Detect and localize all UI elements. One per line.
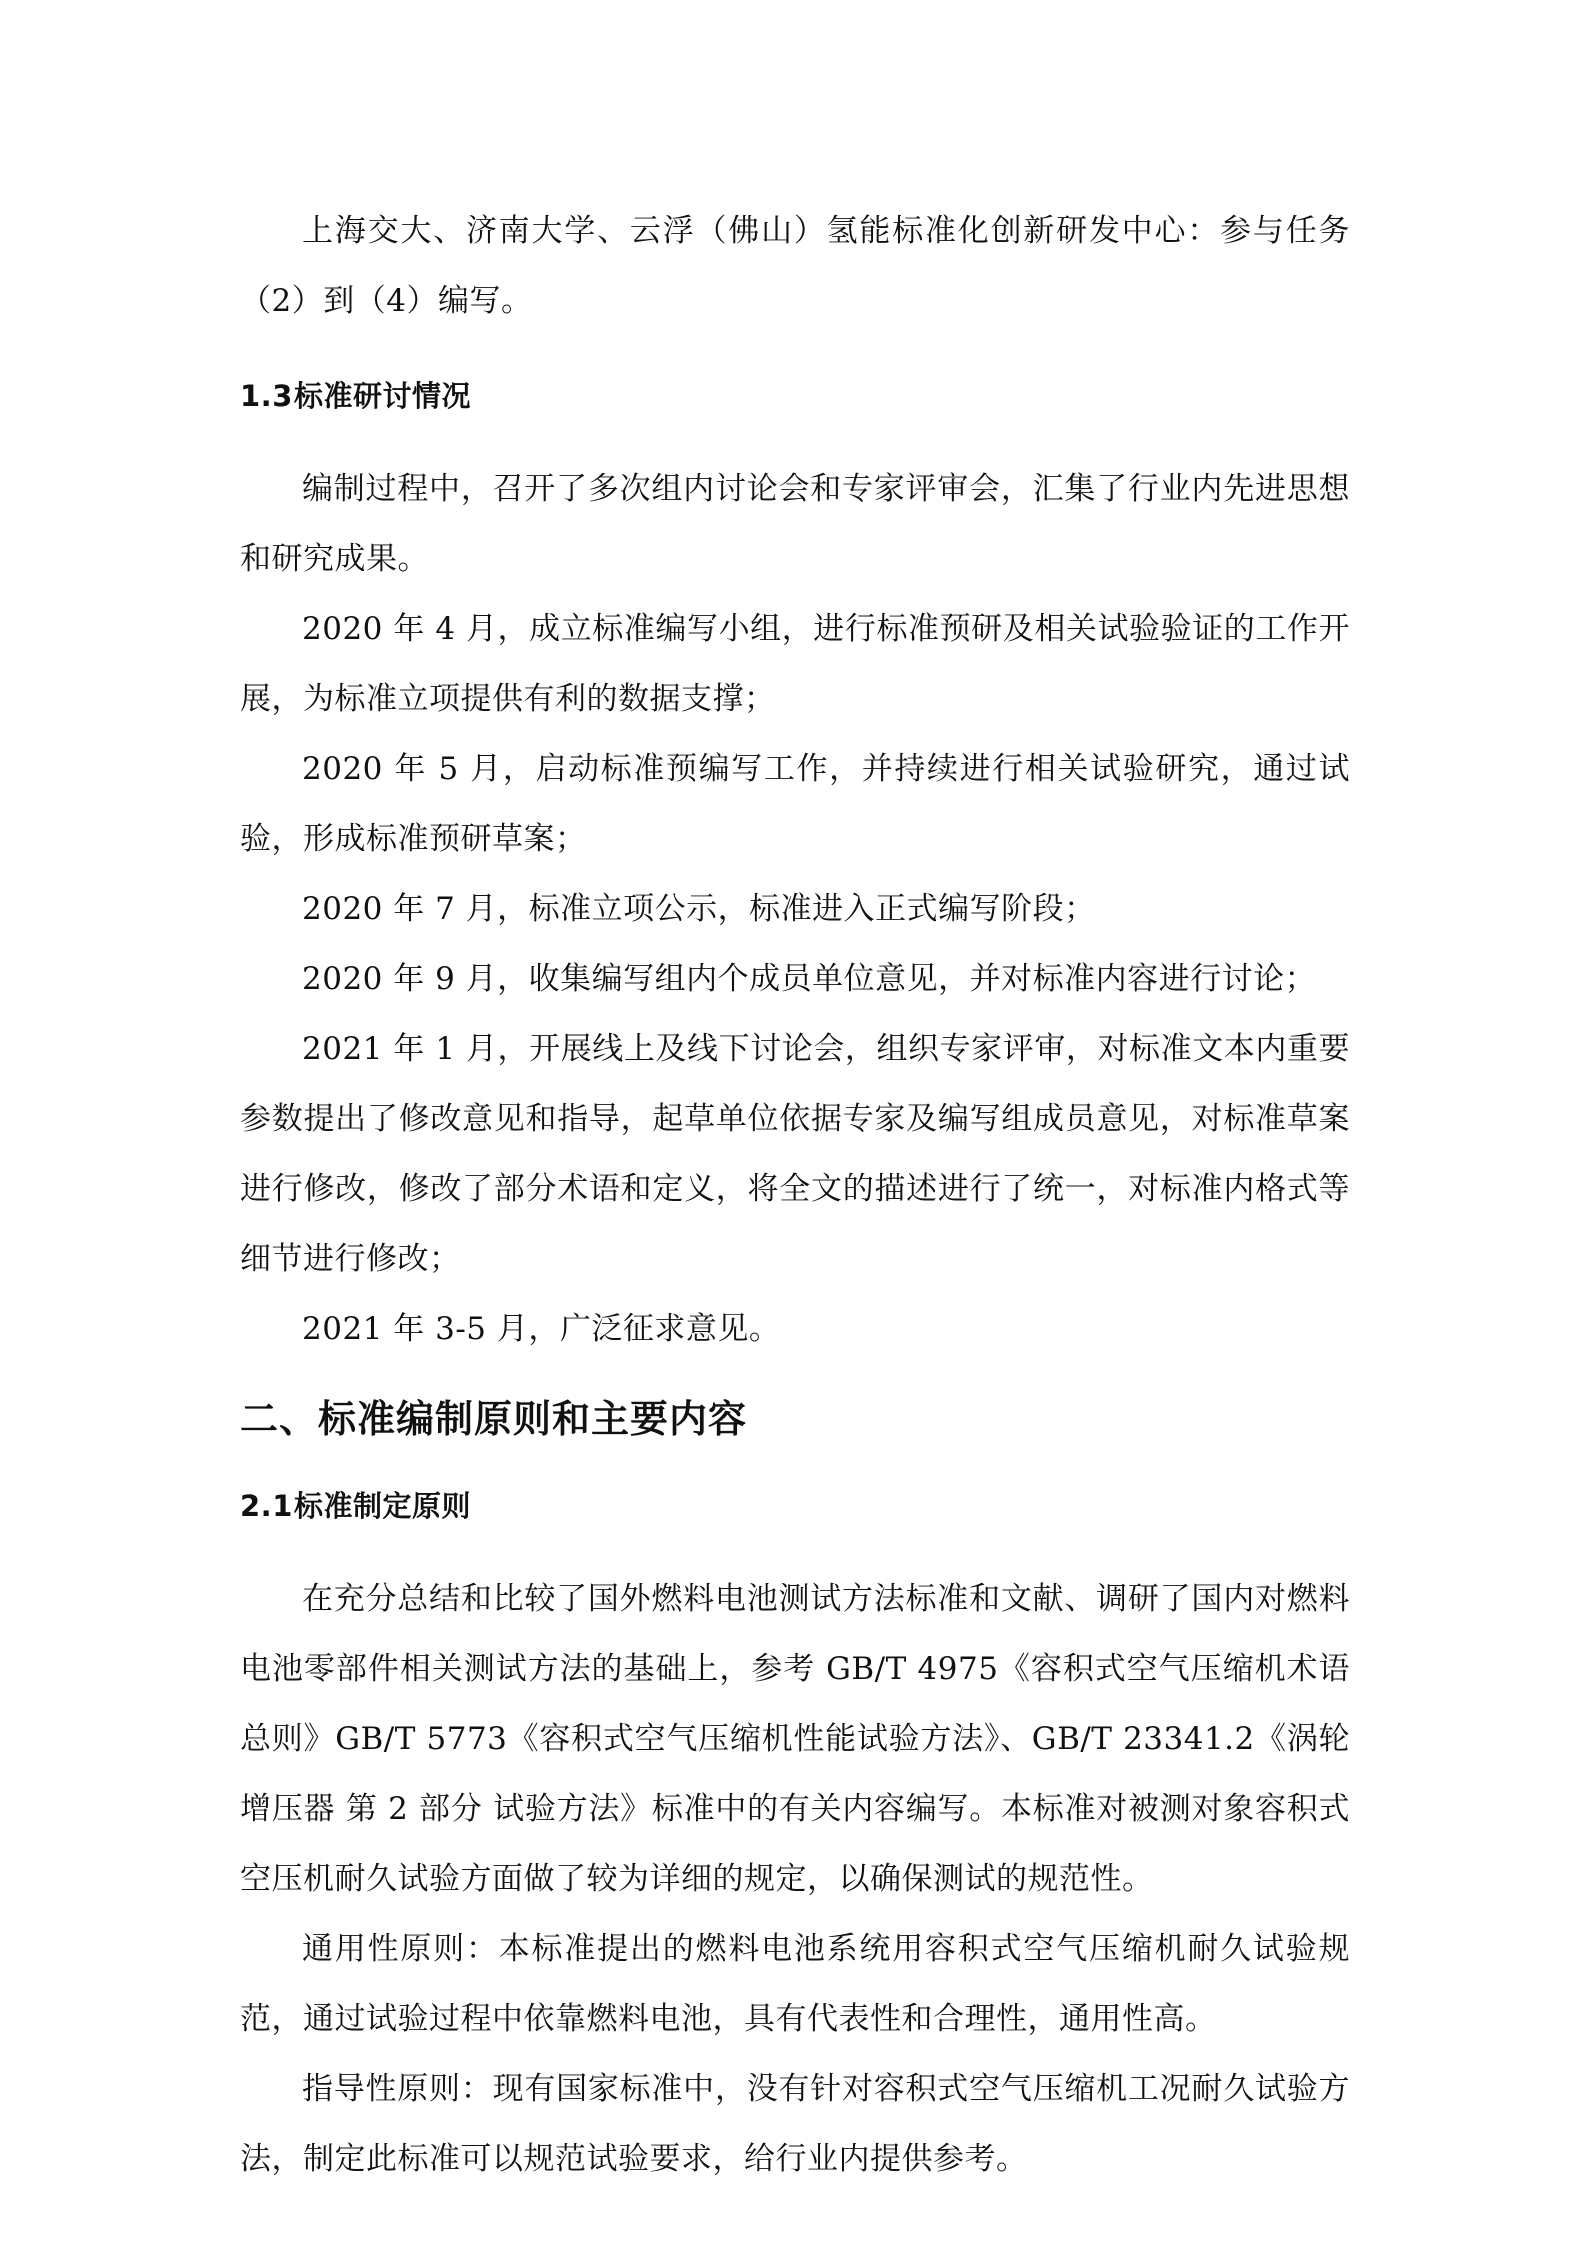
section-number: 1.3 <box>240 379 293 413</box>
section-heading-2-1 <box>240 1486 1350 1526</box>
chapter-heading: 二、标准编制原则和主要内容 <box>240 1397 748 1441</box>
paragraph: 通用性原则：本标准提出的燃料电池系统用容积式空气压缩机耐久试验规范，通过试验过程中依靠燃料电池，具有代表性和合理性，通用性高。 <box>240 1931 1350 2037</box>
paragraph: 指导性原则：现有国家标准中，没有针对容积式空气压缩机工况耐久试验方法，制定此标准可以规范试验要求，给行业内提供参考。 <box>240 2071 1350 2177</box>
section-number: 2.1 <box>240 1489 293 1523</box>
paragraph: 2021 年 1 月，开展线上及线下讨论会，组织专家评审，对标准文本内重要参数提出了修改意见和指导，起草单位依据专家及编写组成员意见，对标准草案进行修改，修改了部分术语和定义，将全文的描述进行了统一，对标准内格式等细节进行修改； <box>240 1031 1350 1277</box>
paragraph: 上海交大、济南大学、云浮（佛山）氢能标准化创新研发中心：参与任务（2）到（4）编写。 <box>240 213 1350 319</box>
paragraph: 在充分总结和比较了国外燃料电池测试方法标准和文献、调研了国内对燃料电池零部件相关测试方法的基础上，参考 GB/T 4975《容积式空气压缩机术语总则》GB/T 5773《容积式空气压缩机性能试验方法》、GB/T 23341.2《涡轮增压器 第 2 部分 试验方法》标准中的有关内容编写。本标准对被测对象容积式空压机耐久试验方面做了较为详细的规定，以确保测试的规范性。 <box>240 1581 1350 1897</box>
paragraph: 2020 年 4 月，成立标准编写小组，进行标准预研及相关试验验证的工作开展，为标准立项提供有利的数据支撑； <box>240 611 1350 717</box>
paragraph: 编制过程中，召开了多次组内讨论会和专家评审会，汇集了行业内先进思想和研究成果。 <box>240 471 1350 577</box>
section-heading-1-3 <box>240 376 1350 416</box>
paragraph: 2020 年 9 月，收集编写组内个成员单位意见，并对标准内容进行讨论； <box>302 961 1317 997</box>
section-title: 标准研讨情况 <box>294 379 472 413</box>
paragraph: 2020 年 5 月，启动标准预编写工作，并持续进行相关试验研究，通过试验，形成标准预研草案； <box>240 751 1350 857</box>
paragraph: 2021 年 3-5 月，广泛征求意见。 <box>302 1311 781 1347</box>
document-body <box>240 196 1350 2194</box>
paragraph: 2020 年 7 月，标准立项公示，标准进入正式编写阶段； <box>302 891 1096 927</box>
section-title: 标准制定原则 <box>294 1489 472 1523</box>
